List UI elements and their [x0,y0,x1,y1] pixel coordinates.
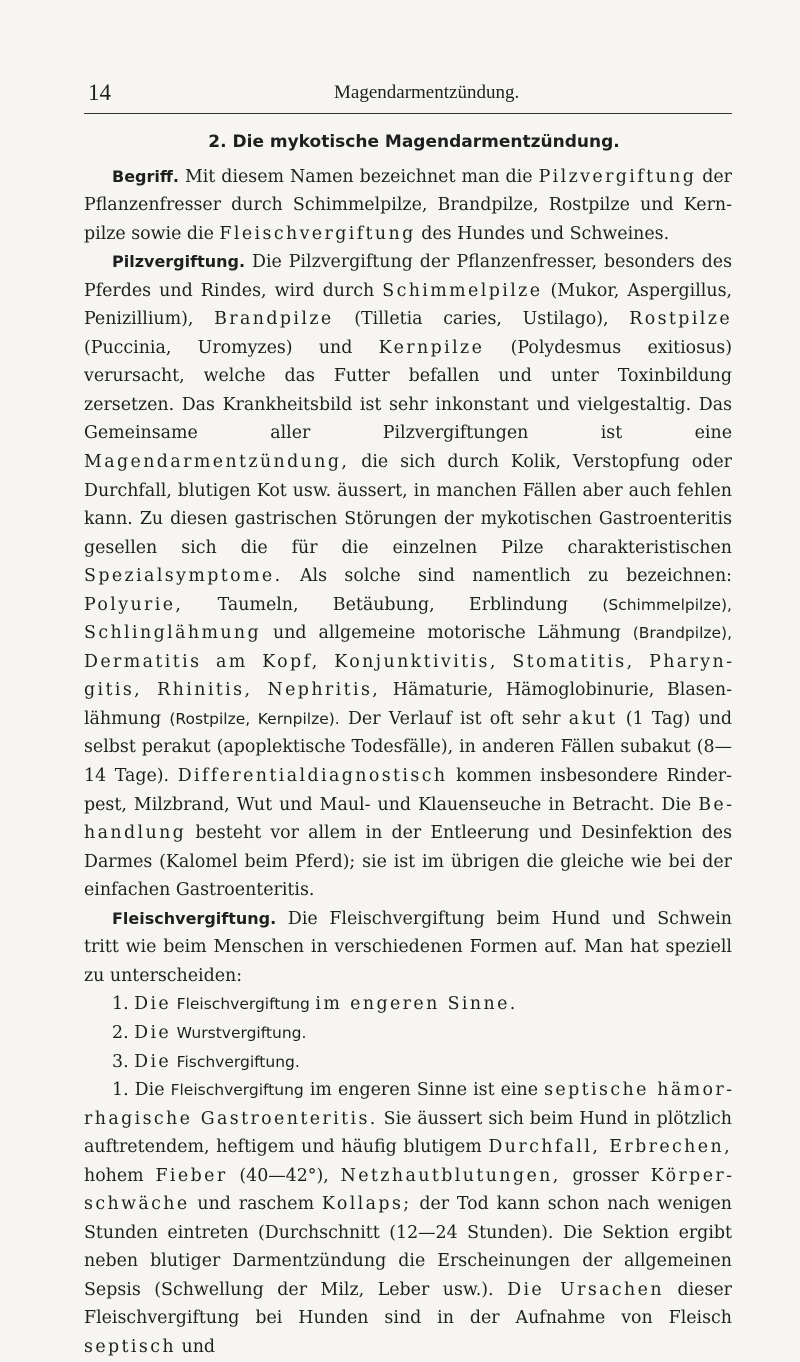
spaced-term: Behandlung [84,794,732,844]
paragraph-fleischvergiftung-engeren-sinne [84,1076,732,1361]
text-span: und raschem [197,1194,315,1215]
page-header [84,76,732,110]
list-number: 1. [112,994,129,1015]
spaced-term: Differentialdiagnostisch [177,766,448,787]
spaced-term: Dermatitis am Kopf, Konjunktivitis, Stomatitis, Pharyngitis, Rhinitis, Nephritis, [84,651,732,701]
section-title: 2. Die mykotische Magendarmentzündung. [208,132,620,152]
spaced-term: akut [568,708,618,729]
bold-term: (Brandpilze), [632,624,733,643]
text-span: Der Verlauf ist oft sehr [347,708,561,729]
text-span: (Tilletia caries, Ustilago), [354,309,609,330]
body-text [84,128,732,1362]
list-text: Die [134,1051,172,1072]
text-span: der Tod kann schon nach wenigen Stunden eintreten (Durchschnitt (12—24 Stunden). Die Sektion ergibt neben blutiger Darmentzündung die Erscheinungen der allgemeinen Sepsis (Schwellung der Milz, Leber usw.). [84,1194,732,1300]
page-number: 14 [88,80,111,105]
bold-term: (Rostpilze, Kernpilze). [169,709,340,728]
list-item [112,1019,732,1048]
list-item [112,990,732,1019]
spaced-term: Die Ursachen [507,1279,664,1300]
bold-term: Fischvergiftung. [176,1052,300,1071]
running-head: Magendarmentzündung. [334,82,520,103]
spaced-term: septische hämorrhagische Gastroenteritis. [84,1080,732,1129]
spaced-term: Durchfall, Erbrechen, [488,1137,732,1158]
spaced-term: Kollaps; [321,1194,412,1215]
list-number: 2. [112,1022,129,1043]
text-span: des Hundes und Schweines. [421,223,670,244]
spaced-term: Rostpilze [629,309,733,330]
bold-term: Wurstvergiftung. [176,1023,307,1042]
text-span: und allgemeine motorische Lähmung [273,623,621,644]
text-span: (40—42°), [239,1165,329,1186]
list-text: Die [134,994,172,1015]
bold-term: (Schimmelpilze), [602,595,732,614]
text-span: Hämaturie, Hämoglobinurie, Blasenlähmung [84,680,732,729]
numbered-list [84,990,732,1076]
spaced-term: Schlinglähmung [84,623,262,644]
spaced-term: Magendarmentzündung, [84,452,350,473]
text-span: der Pflanzenfresser durch Schimmelpilze, Brandpilze, Rostpilze und Kernpilze sowie die [84,166,732,244]
runin-heading: Begriff. [112,166,179,186]
text-span: (Mukor, Aspergillus, Penizillium), [84,280,733,330]
list-text: Die [134,1022,172,1043]
text-span: grosser [572,1165,639,1186]
text-span: Die Fleischvergiftung beim Hund und Schwein tritt wie beim Menschen in verschiedenen Formen auf. Man hat speziell zu unterscheiden: [84,908,732,986]
list-text: im engeren Sinne. [315,994,518,1015]
paragraph-fleischvergiftung [84,905,732,991]
bold-term: Fleischvergiftung [170,1081,304,1100]
spaced-term: Schimmelpilze [382,280,543,301]
text-span: und [181,1336,216,1357]
spaced-term: Körperschwäche [84,1165,733,1215]
list-item [112,1048,732,1077]
text-span: hohem [84,1165,144,1186]
spaced-term: Fieber [155,1165,228,1186]
text-span: 1. Die [112,1080,165,1101]
text-span: Die Pilzvergiftung der Pflanzenfresser, besonders des Pferdes und Rindes, wird durch [84,252,732,301]
spaced-term: septisch [84,1336,176,1357]
text-span: Mit diesem Namen bezeichnet man die [184,166,533,187]
text-span: im engeren Sinne ist eine [309,1080,539,1101]
spaced-term: Brandpilze [214,309,334,330]
runin-heading: Fleischvergiftung. [112,908,277,928]
text-span: dieser Fleischvergiftung bei Hunden sind in der Aufnahme von Fleisch [84,1279,732,1329]
spaced-term: Pilzvergiftung [538,166,697,187]
paragraph-pilzvergiftung [84,248,732,905]
text-span: Als solche sind namentlich zu bezeichnen: [299,566,732,587]
text-span: Sie äussert sich beim Hund in plötzlich auftretendem, heftigem und häufig blutigem [84,1108,732,1158]
paragraph-begriff [84,163,732,249]
spaced-term: Spezialsymptome. [84,566,283,587]
spaced-term: Polyurie, [84,594,184,615]
text-span: (Polydesmus exitiosus) verursacht, welche das Futter befallen und unter Toxinbildung zersetzen. Das Krankheitsbild ist sehr inkonstant und vielgestaltig. Das Gemeinsame aller Pilzvergiftungen ist eine [84,337,732,444]
spaced-term: Netzhautblutungen, [340,1165,561,1186]
header-rule [84,113,732,114]
text-span: (Puccinia, Uromyzes) und [84,337,353,358]
text-span: Taumeln, Betäubung, Erblindung [217,594,569,615]
spaced-term: Fleischvergiftung [219,223,416,244]
text-span: kommen insbesondere Rinderpest, Milzbrand, Wut und Maul- und Klauenseuche in Betracht. Die [84,766,732,815]
text-span: (1 Tag) und selbst perakut (apoplektische Todesfälle), in anderen Fällen subakut (8—14 Tage). [84,708,733,787]
text-span: besteht vor allem in der Entleerung und Desinfektion des Darmes (Kalomel beim Pferd); sie ist im übrigen die gleiche wie bei der einfachen Gastroenteritis. [84,823,733,901]
bold-term: Fleischvergiftung [176,995,310,1014]
spaced-term: Kernpilze [378,337,485,358]
runin-heading: Pilzvergiftung. [112,252,246,272]
text-span: die sich durch Kolik, Verstopfung oder Durchfall, blutigen Kot usw. äussert, in manchen Fällen aber auch fehlen kann. Zu diesen gastrischen Störungen der mykotischen Gastroenteritis gesellen sich die für die einzelnen Pilze charakteristischen [84,452,732,558]
list-number: 3. [112,1051,129,1072]
